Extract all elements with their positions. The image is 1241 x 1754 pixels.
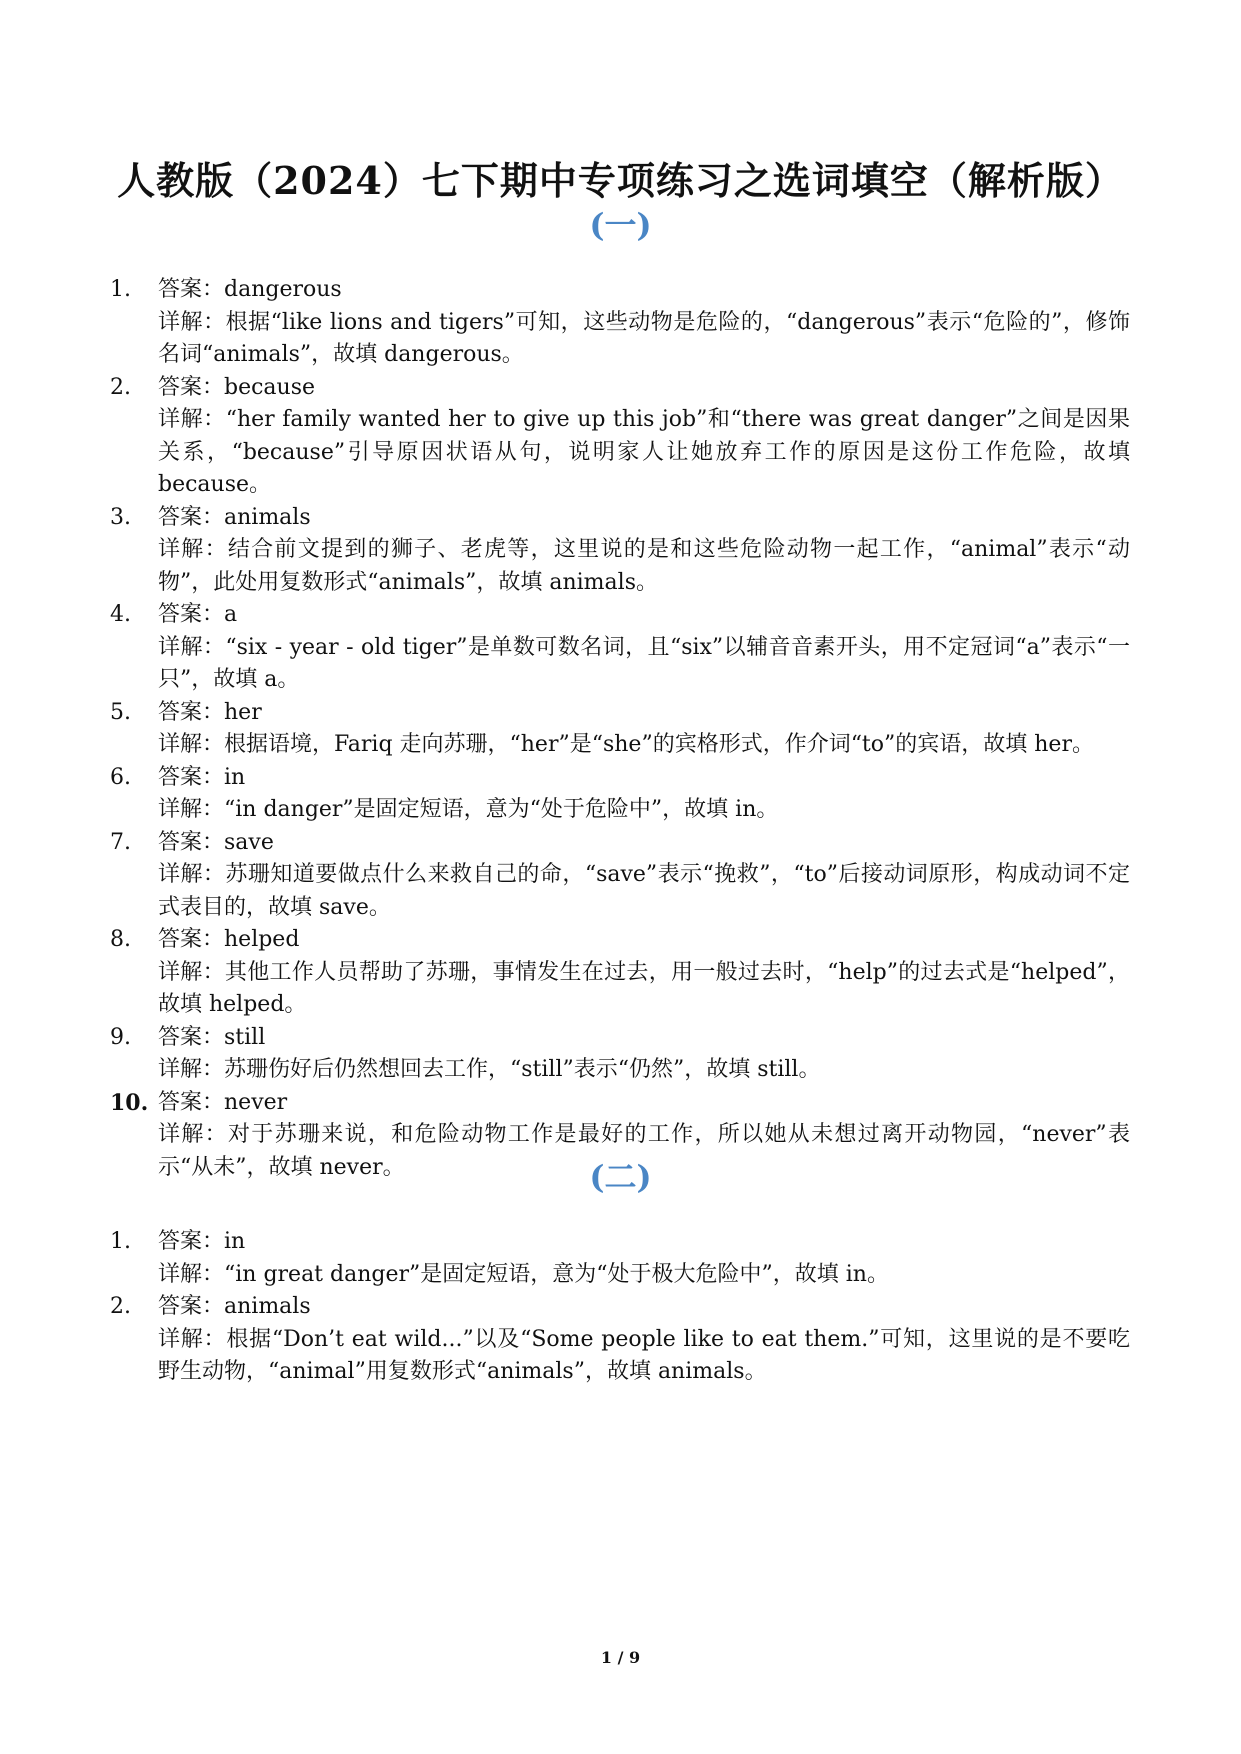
item-answer: 答案：still (158, 1024, 266, 1050)
list-item (110, 274, 1130, 372)
item-detail: 详解：结合前文提到的狮子、老虎等，这里说的是和这些危险动物一起工作，“animal”表示“动物”，此处用复数形式“animals”，故填 animals。 (158, 537, 1130, 595)
item-answer: 答案：her (158, 699, 262, 725)
list-item (110, 372, 1130, 502)
list-item (110, 1226, 1130, 1291)
list-item (110, 599, 1130, 697)
item-number: 8. (110, 927, 131, 952)
item-detail: 详解：苏珊伤好后仍然想回去工作，“still”表示“仍然”，故填 still。 (158, 1057, 821, 1082)
item-number: 6. (110, 764, 131, 790)
item-number: 1. (110, 277, 131, 302)
list-item (110, 762, 1130, 827)
page-title: 人教版（2024）七下期中专项练习之选词填空（解析版） (117, 158, 1124, 203)
item-detail: 详解：“in danger”是固定短语，意为“处于危险中”，故填 in。 (158, 797, 779, 822)
section-heading-1: (一) (589, 206, 652, 244)
item-number: 3. (110, 504, 131, 530)
item-answer: 答案：animals (158, 504, 311, 530)
list-item (110, 697, 1130, 762)
item-answer: 答案：dangerous (158, 277, 342, 302)
list-item (110, 1022, 1130, 1087)
item-answer: 答案：animals (158, 1294, 311, 1319)
item-detail: 详解：对于苏珊来说，和危险动物工作是最好的工作，所以她从未想过离开动物园，“never”表示“从未”，故填 never。 (158, 1122, 1130, 1180)
item-answer: 答案：in (158, 1229, 246, 1254)
item-number: 2. (110, 374, 131, 400)
item-number: 7. (110, 829, 131, 855)
item-detail: 详解：“six - year - old tiger”是单数可数名词，且“six”以辅音音素开头，用不定冠词“a”表示“一只”，故填 a。 (158, 634, 1130, 692)
item-answer: 答案：a (158, 602, 238, 627)
item-answer: 答案：helped (158, 927, 300, 952)
item-detail: 详解：根据“Don’t eat wild...”以及“Some people like to eat them.”可知，这里说的是不要吃野生动物，“animal”用复数形式“animals”，故填 animals。 (158, 1326, 1130, 1384)
list-item (110, 827, 1130, 925)
item-answer: 答案：never (158, 1089, 288, 1115)
item-number: 1. (110, 1229, 131, 1254)
item-detail: 详解：“her family wanted her to give up this job”和“there was great danger”之间是因果关系，“because”引导原因状语从句，说明家人让她放弃工作的原因是这份工作危险，故填 because。 (158, 407, 1130, 497)
item-answer: 答案：in (158, 764, 246, 790)
item-number: 2. (110, 1294, 131, 1319)
item-detail: 详解：根据“like lions and tigers”可知，这些动物是危险的，“dangerous”表示“危险的”，修饰名词“animals”，故填 dangerous。 (158, 309, 1130, 367)
list-item (110, 502, 1130, 600)
page-number: 1 / 9 (600, 1648, 641, 1667)
item-detail: 详解：苏珊知道要做点什么来救自己的命，“save”表示“挽救”，“to”后接动词原形，构成动词不定式表目的，故填 save。 (158, 862, 1130, 920)
item-detail: 详解：其他工作人员帮助了苏珊，事情发生在过去，用一般过去时，“help”的过去式是“helped”，故填 helped。 (158, 959, 1130, 1017)
item-detail: 详解：“in great danger”是固定短语，意为“处于极大危险中”，故填 in。 (158, 1261, 889, 1287)
answer-list-2 (110, 1226, 1130, 1389)
item-answer: 答案：save (158, 829, 274, 855)
list-item (110, 1291, 1130, 1389)
list-item (110, 924, 1130, 1022)
item-number: 9. (110, 1024, 131, 1050)
section-heading-2: (二) (589, 1158, 652, 1196)
item-number: 10. (110, 1089, 149, 1116)
item-number: 5. (110, 699, 131, 725)
item-answer: 答案：because (158, 374, 316, 400)
item-number: 4. (110, 602, 131, 627)
answer-list-1 (110, 274, 1130, 1184)
item-detail: 详解：根据语境，Fariq 走向苏珊，“her”是“she”的宾格形式，作介词“to”的宾语，故填 her。 (158, 732, 1094, 757)
